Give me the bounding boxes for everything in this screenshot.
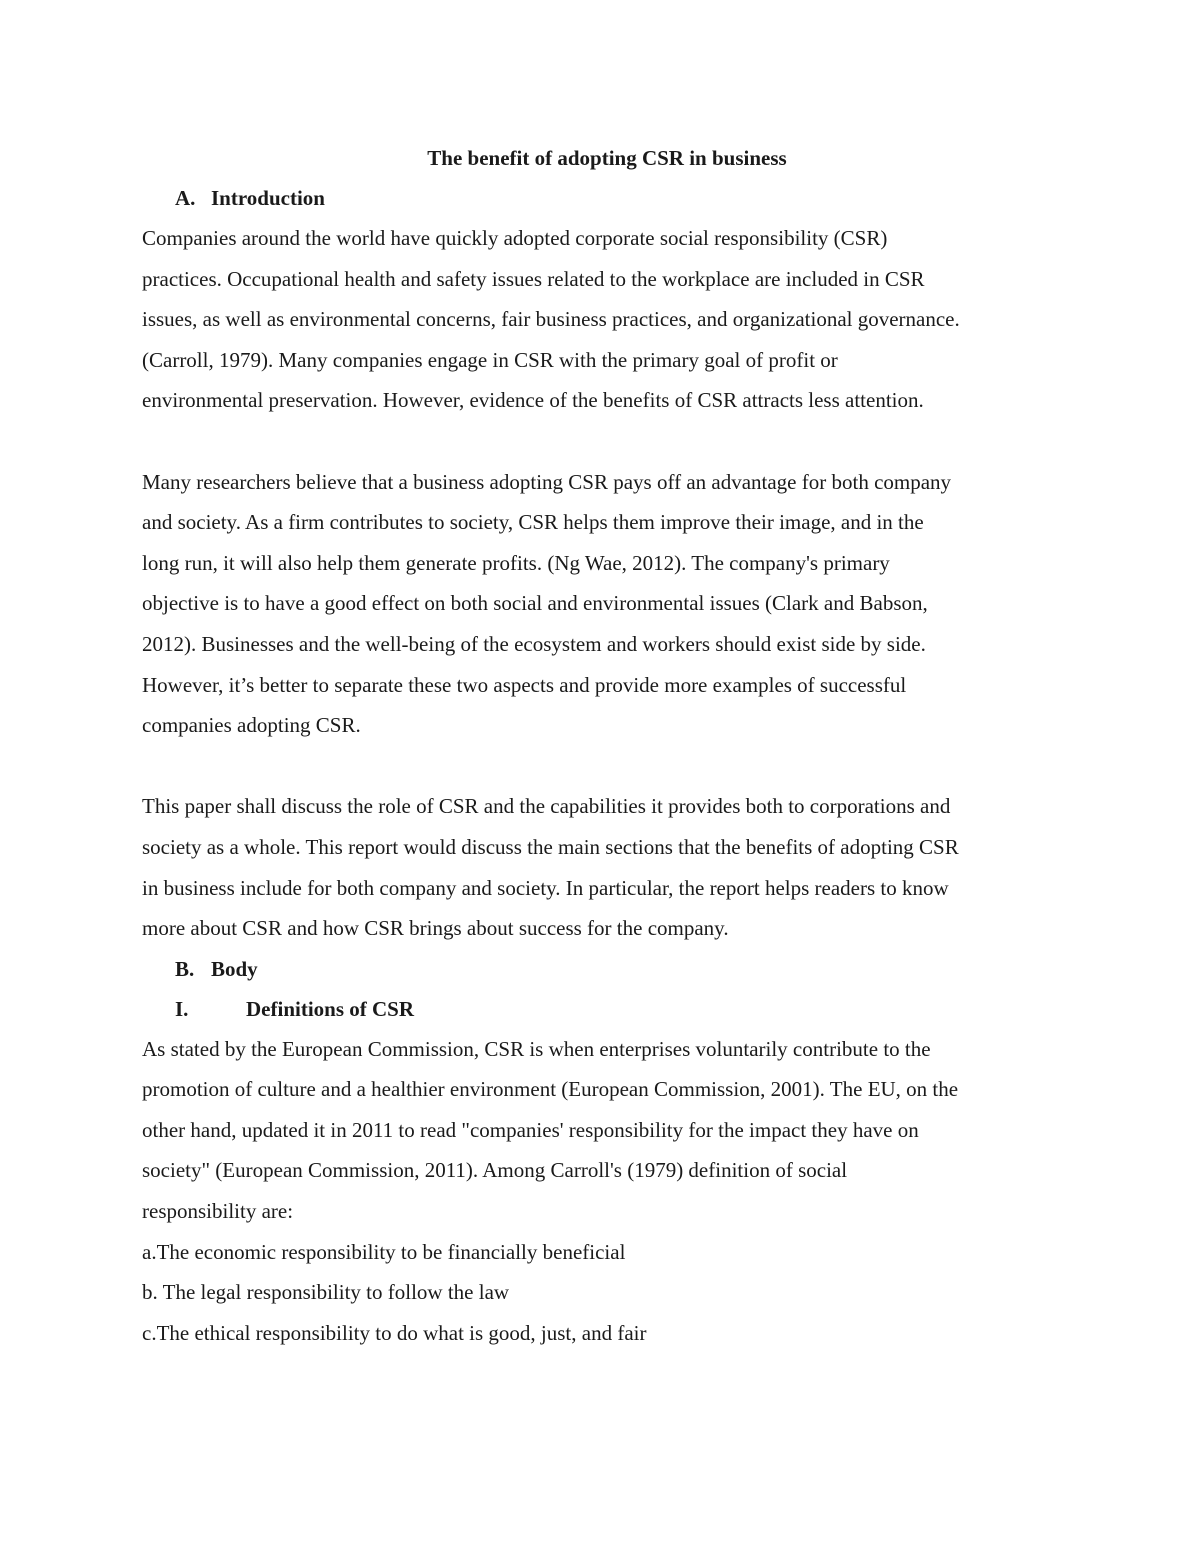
text-line: society" (European Commission, 2011). Among Carroll's (1979) definition of social <box>142 1158 848 1183</box>
section-label: Body <box>211 956 258 981</box>
text-line: As stated by the European Commission, CSR is when enterprises voluntarily contribute to the <box>142 1036 931 1061</box>
text-line: practices. Occupational health and safety issues related to the workplace are included in CSR <box>142 266 925 291</box>
text-line: 2012). Businesses and the well-being of the ecosystem and workers should exist side by side. <box>142 631 926 656</box>
section-marker: A. <box>175 186 196 210</box>
text-line: environmental preservation. However, evidence of the benefits of CSR attracts less attention. <box>142 388 924 413</box>
list-item: c.The ethical responsibility to do what is good, just, and fair <box>142 1320 647 1345</box>
text-line: However, it’s better to separate these two aspects and provide more examples of successful <box>142 672 907 697</box>
section-label: Introduction <box>211 186 325 210</box>
section-heading-introduction <box>142 178 1072 218</box>
paragraph-intro-2 <box>142 462 1072 746</box>
text-line: promotion of culture and a healthier environment (European Commission, 2001). The EU, on the <box>142 1077 959 1102</box>
text-line: This paper shall discuss the role of CSR and the capabilities it provides both to corporations and <box>142 794 951 819</box>
document-title: The benefit of adopting CSR in business <box>427 146 787 170</box>
text-line: companies adopting CSR. <box>142 713 361 738</box>
paragraph-intro-3 <box>142 786 1072 948</box>
paragraph-gap <box>142 746 1072 787</box>
text-line: and society. As a firm contributes to society, CSR helps them improve their image, and in the <box>142 510 924 535</box>
text-line: objective is to have a good effect on both social and environmental issues (Clark and Babson, <box>142 591 928 616</box>
document-page <box>142 138 1072 1353</box>
subsection-label: Definitions of CSR <box>246 996 415 1021</box>
text-line: other hand, updated it in 2011 to read "companies' responsibility for the impact they have on <box>142 1117 919 1142</box>
paragraph-intro-1 <box>142 218 1072 421</box>
subsection-marker: I. <box>175 996 189 1021</box>
list-item: a.The economic responsibility to be financially beneficial <box>142 1239 626 1264</box>
text-line: long run, it will also help them generate profits. (Ng Wae, 2012). The company's primary <box>142 550 890 575</box>
section-heading-body <box>142 949 1072 989</box>
text-line: (Carroll, 1979). Many companies engage in CSR with the primary goal of profit or <box>142 347 838 372</box>
text-line: society as a whole. This report would discuss the main sections that the benefits of adopting CSR <box>142 834 959 859</box>
list-item: b. The legal responsibility to follow the law <box>142 1280 510 1305</box>
subsection-heading-definitions <box>142 989 1072 1029</box>
text-line: responsibility are: <box>142 1199 294 1224</box>
text-line: more about CSR and how CSR brings about success for the company. <box>142 916 729 941</box>
section-marker: B. <box>175 956 195 981</box>
text-line: Companies around the world have quickly adopted corporate social responsibility (CSR) <box>142 226 888 250</box>
paragraph-definitions <box>142 1029 1072 1232</box>
text-line: Many researchers believe that a business adopting CSR pays off an advantage for both company <box>142 469 952 494</box>
text-line: issues, as well as environmental concerns, fair business practices, and organizational governance. <box>142 307 960 332</box>
responsibility-list <box>142 1232 1072 1354</box>
text-line: in business include for both company and society. In particular, the report helps readers to know <box>142 875 949 900</box>
paragraph-gap <box>142 421 1072 462</box>
